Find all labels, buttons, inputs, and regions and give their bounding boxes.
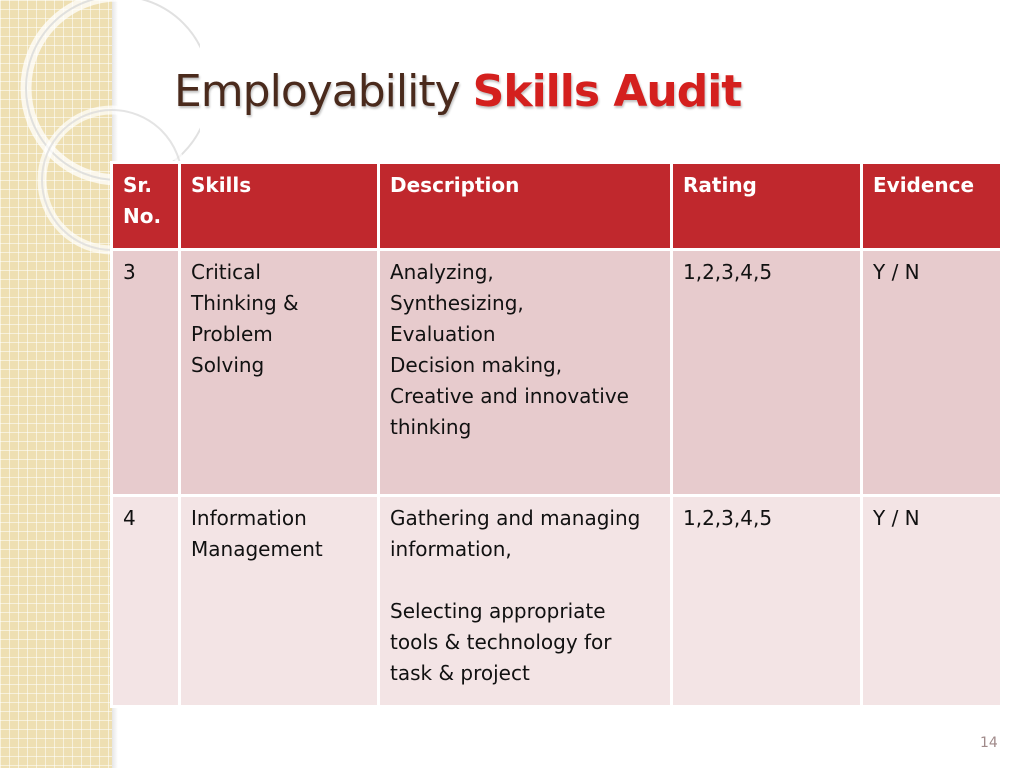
title-part-skills-audit: Skills Audit [472,66,742,117]
table-header-row [112,163,1002,250]
table-row [112,496,1002,707]
header-description: Description [379,163,672,250]
cell-sr-no: 3 [112,250,180,496]
header-rating: Rating [672,163,862,250]
cell-description: Gathering and managing information, Selecting appropriate tools & technology for task & project [379,496,672,707]
cell-skill: Information Management [180,496,379,707]
header-skills: Skills [180,163,379,250]
slide-title [174,66,741,117]
cell-rating: 1,2,3,4,5 [672,250,862,496]
cell-description: Analyzing, Synthesizing, Evaluation Decision making, Creative and innovative thinking [379,250,672,496]
title-part-employability: Employability [174,66,460,117]
cell-sr-no: 4 [112,496,180,707]
cell-evidence: Y / N [862,250,1002,496]
page-number: 14 [980,735,998,751]
cell-rating: 1,2,3,4,5 [672,496,862,707]
cell-evidence: Y / N [862,496,1002,707]
table-row [112,250,1002,496]
header-evidence: Evidence [862,163,1002,250]
skills-audit-table [110,161,1003,708]
cell-skill: Critical Thinking & Problem Solving [180,250,379,496]
header-sr-no: Sr. No. [112,163,180,250]
